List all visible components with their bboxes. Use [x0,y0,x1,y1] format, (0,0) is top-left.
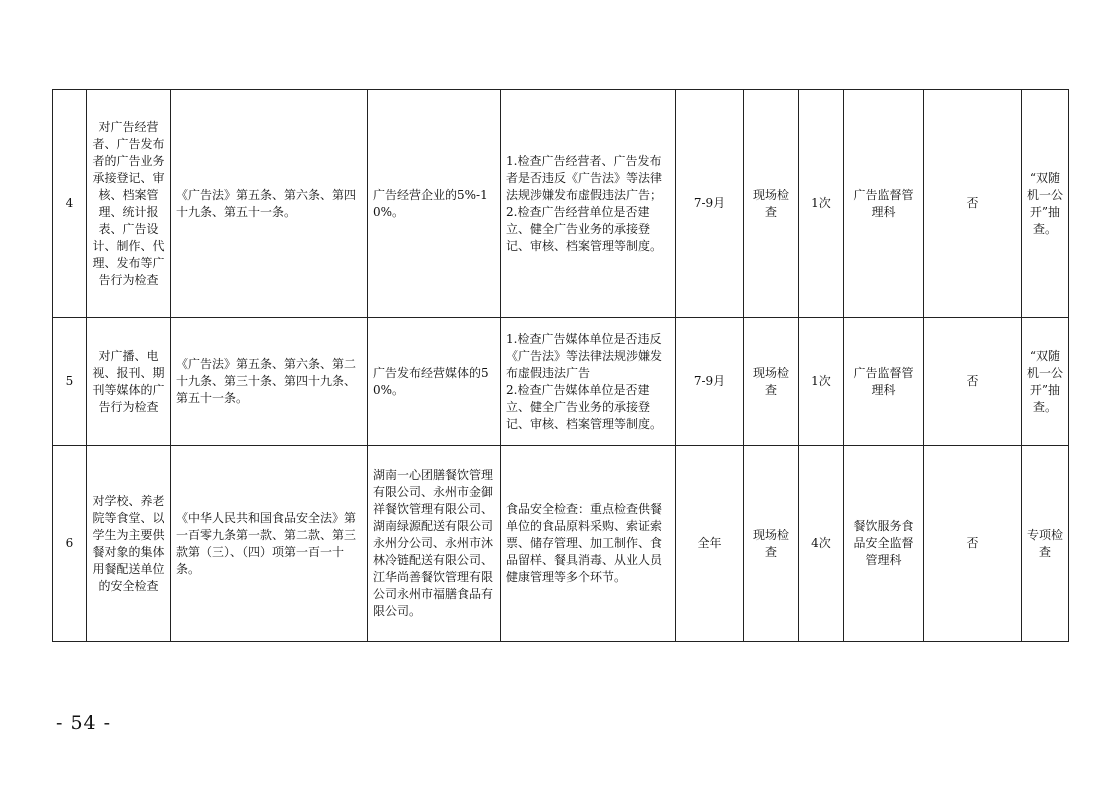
legal-basis: 《广告法》第五条、第六条、第四十九条、第五十一条。 [171,90,368,318]
joint-inspection: 否 [924,446,1022,642]
legal-basis: 《广告法》第五条、第六条、第二十九条、第三十条、第四十九条、第五十一条。 [171,318,368,446]
table-row [53,446,1069,642]
inspection-scope: 湖南一心团膳餐饮管理有限公司、永州市金御祥餐饮管理有限公司、湖南绿源配送有限公司永州分公司、永州市沐林冷链配送有限公司、江华尚善餐饮管理有限公司永州市福膳食品有限公司。 [368,446,501,642]
responsible-department: 广告监督管理科 [844,90,924,318]
inspection-method: 现场检查 [744,446,799,642]
inspection-frequency: 4次 [799,446,844,642]
inspection-item: 对广告经营者、广告发布者的广告业务承接登记、审核、档案管理、统计报表、广告设计、制作、代理、发布等广告行为检查 [87,90,171,318]
row-number: 6 [53,446,87,642]
inspection-content: 1.检查广告媒体单位是否违反《广告法》等法律法规涉嫌发布虚假违法广告 2.检查广告媒体单位是否建立、健全广告业务的承接登记、审核、档案管理等制度。 [501,318,676,446]
inspection-time: 全年 [676,446,744,642]
remark: “双随机一公开”抽查。 [1022,318,1069,446]
inspection-content: 食品安全检查：重点检查供餐单位的食品原料采购、索证索票、储存管理、加工制作、食品留样、餐具消毒、从业人员健康管理等多个环节。 [501,446,676,642]
inspection-frequency: 1次 [799,318,844,446]
inspection-method: 现场检查 [744,318,799,446]
responsible-department: 餐饮服务食品安全监督管理科 [844,446,924,642]
inspection-item: 对学校、养老院等食堂、以学生为主要供餐对象的集体用餐配送单位的安全检查 [87,446,171,642]
remark: “双随机一公开”抽查。 [1022,90,1069,318]
joint-inspection: 否 [924,90,1022,318]
inspection-content: 1.检查广告经营者、广告发布者是否违反《广告法》等法律法规涉嫌发布虚假违法广告； 2.检查广告经营单位是否建立、健全广告业务的承接登记、审核、档案管理等制度。 [501,90,676,318]
legal-basis: 《中华人民共和国食品安全法》第一百零九条第一款、第二款、第三款第（三）、（四）项第一百一十条。 [171,446,368,642]
remark: 专项检查 [1022,446,1069,642]
table-row [53,90,1069,318]
responsible-department: 广告监督管理科 [844,318,924,446]
inspection-frequency: 1次 [799,90,844,318]
inspection-plan-table [52,89,1069,642]
inspection-scope: 广告经营企业的5%-10%。 [368,90,501,318]
inspection-scope: 广告发布经营媒体的50%。 [368,318,501,446]
row-number: 5 [53,318,87,446]
inspection-method: 现场检查 [744,90,799,318]
inspection-item: 对广播、电视、报刊、期刊等媒体的广告行为检查 [87,318,171,446]
inspection-time: 7-9月 [676,318,744,446]
joint-inspection: 否 [924,318,1022,446]
inspection-time: 7-9月 [676,90,744,318]
row-number: 4 [53,90,87,318]
page-number: - 54 - [56,712,112,734]
table-row [53,318,1069,446]
